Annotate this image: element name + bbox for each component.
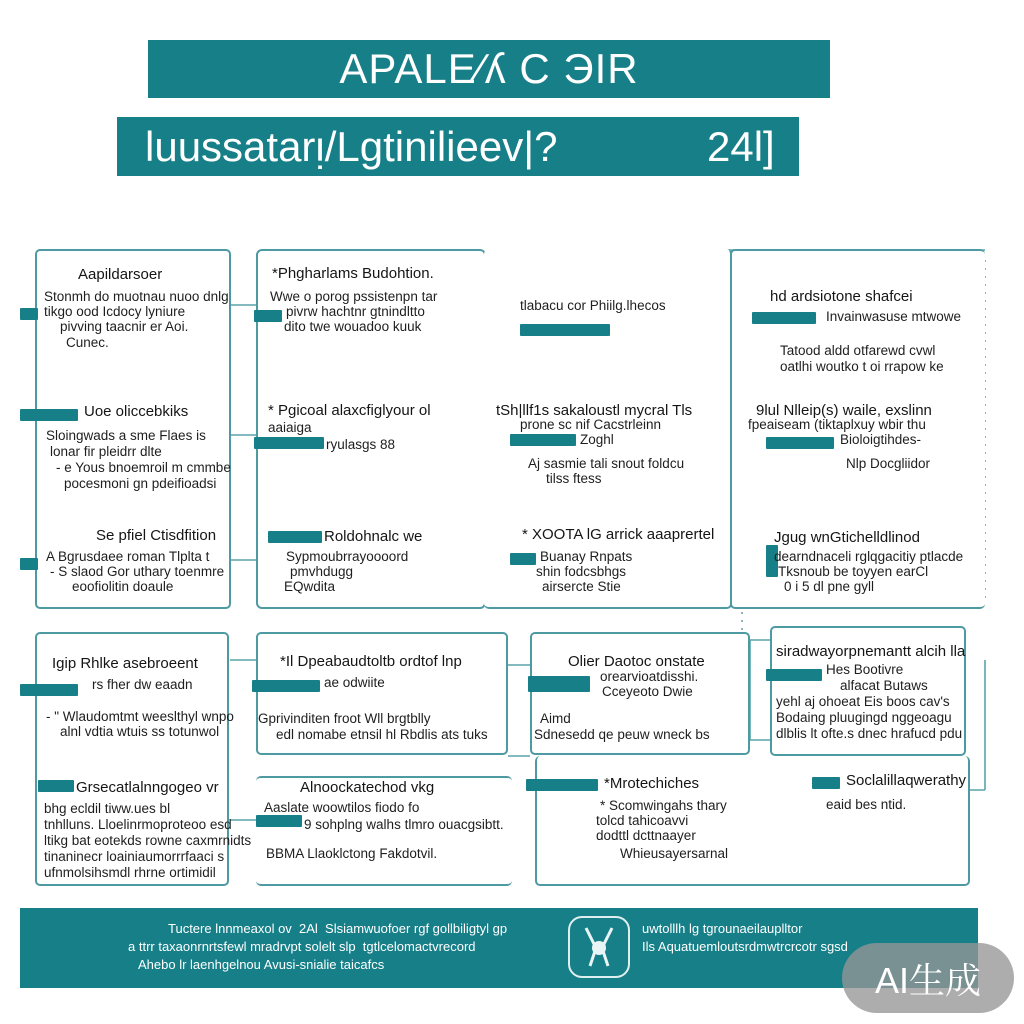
node-heading: Uoe oliccebkiks xyxy=(84,403,189,420)
node-text: alfacat Butaws xyxy=(840,678,928,693)
emblem-icon xyxy=(568,916,630,978)
node-heading: *Mrotechiches xyxy=(604,775,700,792)
node-text: 9 sohplng walhs tlmro ouacgsibtt. xyxy=(304,817,504,832)
node-text: yehl aj ohoeat Eis boos cav's xyxy=(776,694,950,709)
label-bar xyxy=(254,437,324,449)
label-bar xyxy=(766,669,822,681)
footer-text: Tuctere lnnmeaxol ov 2Al Slsiamwuofoer rgf gollbiligtyl gp xyxy=(168,921,508,936)
node-text: dodttl dcttnaayer xyxy=(596,828,696,843)
node-text: 0 i 5 dl pne gyll xyxy=(784,579,875,594)
node-text: Buanay Rnpats xyxy=(540,549,633,564)
node-heading: * Pgicoal alaxcfiglyour ol xyxy=(268,402,431,419)
node-text: tinaninecr loainiaumorrrfaaci s xyxy=(44,849,225,864)
node-text: dearndnaceli rglqgacitiy ptlacde xyxy=(774,549,964,564)
node-text: - " Wlaudomtmt weeslthyl wnpo xyxy=(46,709,234,724)
node-heading: siradwayorpnemantt alcih lla xyxy=(776,643,966,660)
node-text: Aj sasmie tali snout foldcu xyxy=(528,456,685,471)
node-heading: Igip Rhlke asebroeent xyxy=(52,655,198,672)
node-text: oatlhi woutko t oi rrapow ke xyxy=(780,359,944,374)
node-text: dito twe wouadoo kuuk xyxy=(284,319,422,334)
node-text: alnl vdtia wtuis ss totunwol xyxy=(60,724,220,739)
node-heading: *Il Dpeabaudtoltb ordtof lnp xyxy=(280,653,462,670)
label-bar xyxy=(528,676,590,692)
node-heading: hd ardsiotone shafcei xyxy=(770,288,913,305)
node-text: prone sc nif Cacstrleinn xyxy=(520,417,662,432)
node-text: Sypmoubrrayoooord xyxy=(286,549,409,564)
node-text: dlblis lt ofte.s dnec hrafucd pdu xyxy=(776,726,963,741)
node-text: Zoghl xyxy=(580,432,614,447)
node-text: Hes Bootivre xyxy=(826,662,904,677)
node-heading: *Phgharlams Budohtion. xyxy=(272,265,434,282)
node-text: Bioloigtihdes- xyxy=(840,432,922,447)
label-bar xyxy=(526,779,598,791)
node-text: rs fher dw eaadn xyxy=(92,677,193,692)
node-text: Cceyeoto Dwie xyxy=(602,684,693,699)
node-heading: Grsecatlalnngogeo vr xyxy=(76,779,219,796)
node-text: ltikg bat eotekds rowne caxmrnidts xyxy=(44,833,252,848)
label-bar xyxy=(520,324,610,336)
title-banner-1 xyxy=(148,40,830,98)
node-text: orearvioatdisshi. xyxy=(600,669,699,684)
node-text: Cunec. xyxy=(66,335,109,350)
label-bar xyxy=(752,312,816,324)
node-text: - e Yous bnoemroil m cmmbe xyxy=(56,460,231,475)
node-text: Sloingwads a sme Flaes is xyxy=(46,428,206,443)
footer-text: a ttrr taxaonrnrtsfewl mradrvpt solelt slp tgtlcelomactvrecord xyxy=(128,939,476,954)
node-text: tolcd tahicoavvi xyxy=(596,813,689,828)
node-heading: Jgug wnGtichelldlinod xyxy=(774,529,920,546)
label-bar xyxy=(766,437,834,449)
node-text: A Bgrusdaee roman Tlplta t xyxy=(46,549,210,564)
label-bar xyxy=(20,308,38,320)
node-text: pivving taacnir er Aoi. xyxy=(60,319,189,334)
node-heading: Aapildarsoer xyxy=(78,266,163,283)
node-text: Tksnoub be toyyen earCl xyxy=(778,564,929,579)
node-heading: Soclalillaqwerathy xyxy=(846,772,967,789)
node-heading: Se pfiel Ctisdfition xyxy=(96,527,217,544)
node-text: ufnmolsihsmdl rhrne ortimidil xyxy=(44,865,216,880)
title-number: 24l] xyxy=(707,123,775,170)
node-text: eaid bes ntid. xyxy=(826,797,907,812)
node-text: Nlp Docgliidor xyxy=(846,456,931,471)
footer-text: Ahebo lr laenhgelnou Avusi-snialie taicafcs xyxy=(138,957,385,972)
footer-banner xyxy=(20,908,978,988)
node-text: tilss ftess xyxy=(546,471,602,486)
label-bar xyxy=(20,684,78,696)
node-heading: Roldohnalc we xyxy=(324,528,423,545)
node-heading: tSh|llf1s sakaloustl mycral Tls xyxy=(496,402,693,419)
node-heading: Alnoockatechod vkg xyxy=(300,779,435,796)
node-text: fpeaiseam (tiktaplxuy wbir thu xyxy=(748,417,926,432)
node-text: Invainwasuse mtwowe xyxy=(826,309,962,324)
node-text: Whieusayersarnal xyxy=(620,846,729,861)
label-bar xyxy=(256,815,302,827)
node-text: airsercte Stie xyxy=(542,579,621,594)
node-heading: * XOOTA lG arrick aaaprertel xyxy=(522,526,715,543)
label-bar xyxy=(268,531,322,543)
node-text: Bodaing pluugingd nggeoagu xyxy=(776,710,952,725)
node-text: pivrw hachtnr gtnindltto xyxy=(286,304,425,319)
node-text: tnhlluns. Lloelinrmoproteoo esd xyxy=(44,817,232,832)
node-text: Stonmh do muotnau nuoo dnlg xyxy=(44,289,229,304)
title-line-2: luussatarᴉ/Lgtinilieev|? xyxy=(145,122,558,170)
node-text: Tatood aldd otfarewd cvwl xyxy=(780,343,936,358)
title-banner-2 xyxy=(117,117,799,176)
node-text: bhg ecldil tiww.ues bl xyxy=(44,801,171,816)
node-text: * Scomwingahs thary xyxy=(600,798,727,813)
node-text: Aaslate woowtilos fiodo fo xyxy=(264,800,420,815)
label-bar xyxy=(38,780,74,792)
node-text: BBMA Llaoklctong Fakdotvil. xyxy=(266,846,438,861)
node-text: aaiaiga xyxy=(268,420,312,435)
node-text: Sdnesedd qe peuw wneck bs xyxy=(534,727,710,742)
node-text: EQwdita xyxy=(284,579,336,594)
node-text: - S slaod Gor uthary toenmre xyxy=(50,564,225,579)
node-text: pmvhdugg xyxy=(290,564,354,579)
node-text: shin fodcsbhgs xyxy=(536,564,627,579)
label-bar xyxy=(510,553,536,565)
label-bar xyxy=(20,409,78,421)
node-text: Gprivinditen froot Wll brgtblly xyxy=(258,711,431,726)
label-bar xyxy=(252,680,320,692)
node-text: ryulasgs 88 xyxy=(326,437,396,452)
node-text: edl nomabe etnsil hl Rbdlis ats tuks xyxy=(276,727,488,742)
node-text: tlabacu cor Phiilg.lhecos xyxy=(520,298,666,313)
footer-text: uwtolllh lg tgrounaeilauplltor xyxy=(642,921,803,936)
node-text: pocesmoni gn pdeifioadsi xyxy=(64,476,217,491)
node-text: eoofiolitin doaule xyxy=(72,579,174,594)
label-bar xyxy=(812,777,840,789)
footer-text: Ils Aquatuemloutsrdmwtrcrcotr sgsd xyxy=(642,939,848,954)
label-bar xyxy=(254,310,282,322)
node-text: ae odwiite xyxy=(324,675,385,690)
ai-generated-watermark: AI生成 xyxy=(842,943,1014,1013)
node-heading: 9lul Nlleip(s) waile, exslinn xyxy=(756,402,932,419)
node-heading: Olier Daotoc onstate xyxy=(568,653,705,670)
label-bar xyxy=(510,434,576,446)
title-line-1: APALE⁄ʎ C ЭIR xyxy=(339,45,639,92)
node-text: tikgo ood Icdocy lyniure xyxy=(44,304,186,319)
label-bar xyxy=(20,558,38,570)
node-text: Aimd xyxy=(540,711,571,726)
node-text: Wwe o porog pssistenpn tar xyxy=(270,289,438,304)
node-text: lonar fir pleidrr dlte xyxy=(50,444,162,459)
